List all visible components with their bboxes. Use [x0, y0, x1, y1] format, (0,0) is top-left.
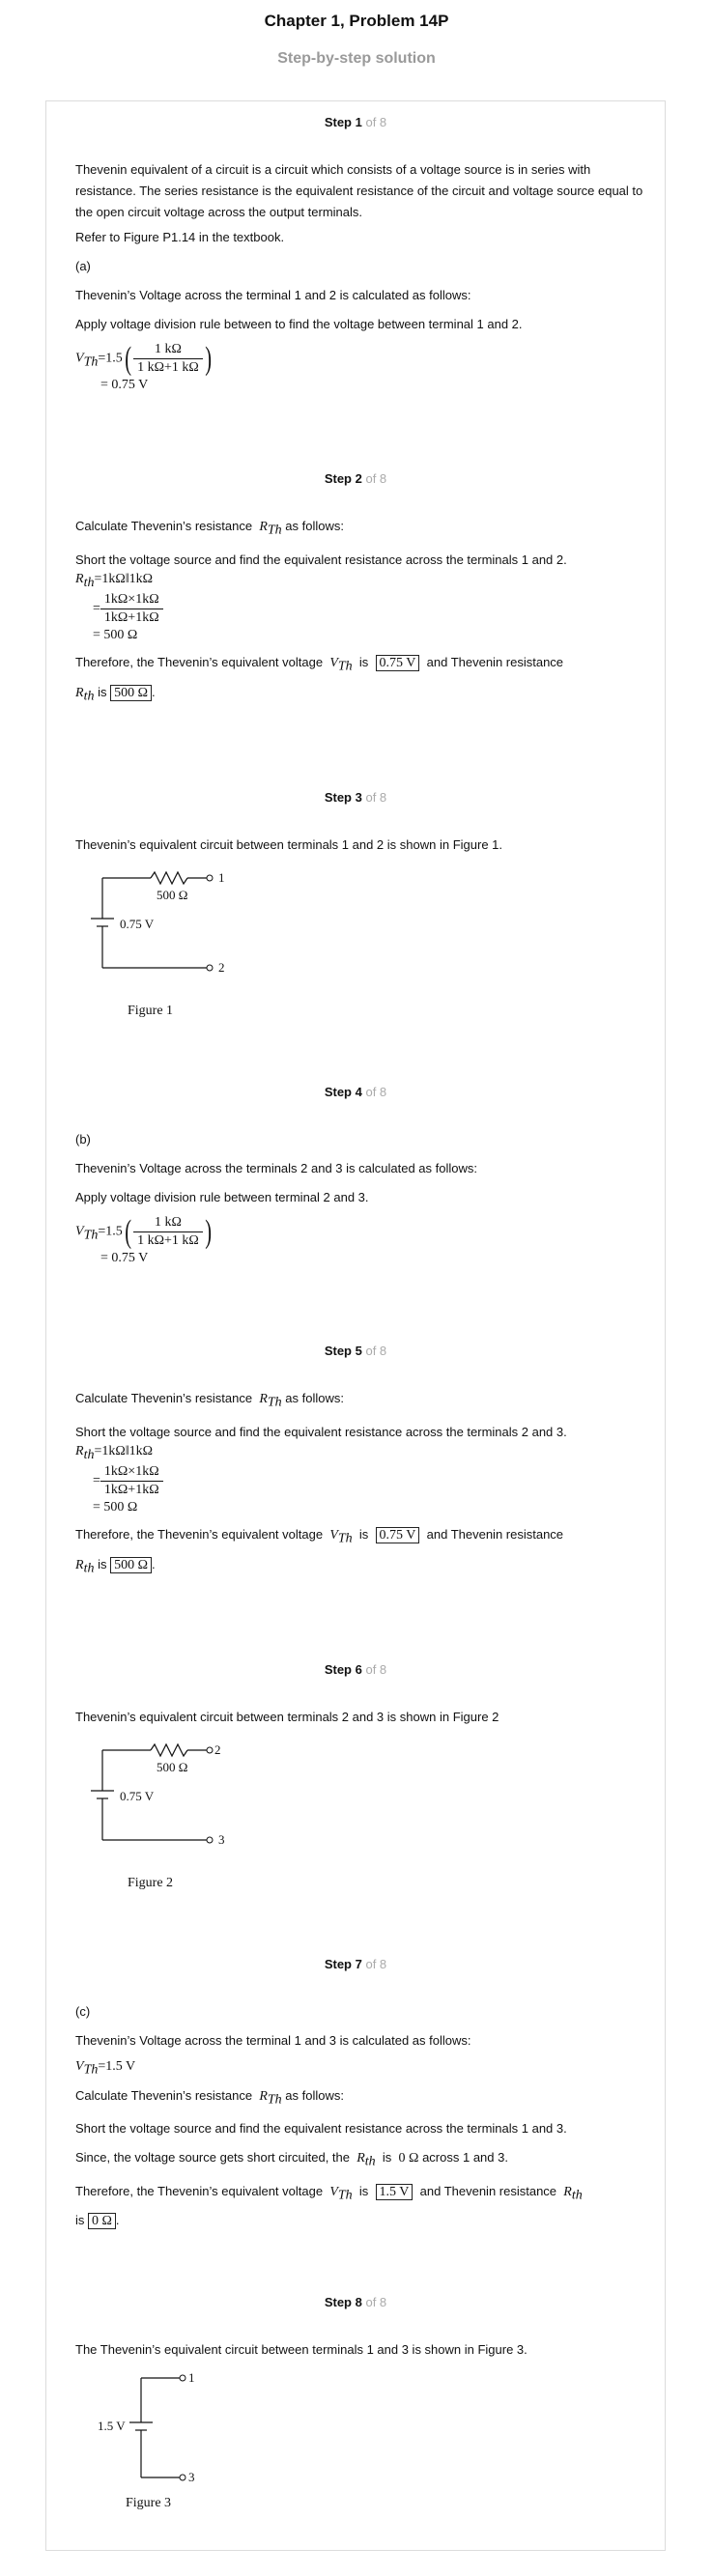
step-text: Apply voltage division rule between terminal 2 and 3.: [75, 1190, 369, 1204]
terminal-label: 3: [218, 1832, 225, 1847]
answer-box: 0 Ω: [88, 2213, 116, 2229]
step-text: Thevenin’s equivalent circuit between terminals 1 and 2 is shown in Figure 1.: [75, 837, 502, 852]
step-heading: Step 8 of 8: [324, 2295, 387, 2309]
terminal-label: 2: [218, 960, 225, 975]
step-card-8: [45, 2281, 666, 2551]
step-text: Apply voltage division rule between to find the voltage between terminal 1 and 2.: [75, 317, 523, 331]
source-label: 0.75 V: [120, 1789, 155, 1803]
equation: $V_{Th}=1.5$ V: [75, 2059, 136, 2078]
step-text: Thevenin equivalent of a circuit is a circuit which consists of a voltage source is in series with resistance. The series resistance is the equivalent resistance of the circuit and voltage source equal to the open circuit voltage across the output terminals.: [75, 162, 643, 219]
step-text: Calculate Thevenin’s resistance $R_{Th}$ as follows:: [75, 519, 344, 538]
step-text: Calculate Thevenin’s resistance $R_{Th}$ as follows:: [75, 1391, 344, 1410]
figure-caption: Figure 2: [128, 1876, 174, 1890]
step-text: Therefore, the Thevenin’s equivalent voltage $V_{Th}$ is 0.75 V and Thevenin resistance $R_{th}$ is 500 Ω .: [75, 1527, 564, 1576]
step-text: The Thevenin’s equivalent circuit between terminals 1 and 3 is shown in Figure 3.: [75, 2342, 528, 2357]
step-card-7: [45, 1943, 666, 2282]
step-text: (a): [75, 259, 91, 273]
step-card-5: [45, 1330, 666, 1650]
answer-box: 500 Ω: [110, 685, 152, 701]
step-text: Thevenin’s Voltage across the terminals 2 and 3 is calculated as follows:: [75, 1161, 477, 1175]
step-heading: Step 5 of 8: [324, 1344, 387, 1358]
figure-caption: Figure 1: [128, 1004, 174, 1018]
step-text: Short the voltage source and find the equivalent resistance across the terminals 1 and 3.: [75, 2121, 567, 2137]
circuit-figure-1: [73, 868, 267, 994]
circuit-figure-2: [73, 1741, 267, 1866]
step-card-3: [45, 777, 666, 1072]
page-title: Chapter 1, Problem 14P: [264, 12, 449, 30]
step-text: Short the voltage source and find the equivalent resistance across the terminals 1 and 2.: [75, 552, 567, 567]
answer-box: 500 Ω: [110, 1557, 152, 1573]
step-text: Thevenin’s Voltage across the terminal 1 and 2 is calculated as follows:: [75, 288, 471, 302]
figure-caption: Figure 3: [126, 2496, 172, 2510]
step-heading: Step 7 of 8: [324, 1957, 387, 1971]
answer-box: 0.75 V: [376, 1527, 420, 1543]
page-subtitle: Step-by-step solution: [277, 50, 436, 67]
step-text: (c): [75, 2004, 91, 2019]
terminal-label: 2: [214, 1742, 221, 1757]
equation: $V_{Th}=1.5$( $\frac{1 k\Omega}{1 k\Omega+1 k\Omega}$ ) = 0.75 V: [75, 340, 212, 392]
step-text: Calculate Thevenin’s resistance $R_{Th}$ as follows:: [75, 2087, 344, 2108]
step-heading: Step 2 of 8: [324, 471, 387, 486]
step-text: Therefore, the Thevenin’s equivalent voltage $V_{Th}$ is 0.75 V and Thevenin resistance $R_{th}$ is 500 Ω .: [75, 655, 564, 704]
step-heading: Step 1 of 8: [324, 115, 387, 129]
source-label: 0.75 V: [120, 917, 155, 931]
equation: $V_{Th}=1.5$( $\frac{1 k\Omega}{1 k\Omega+1 k\Omega}$ ) = 0.75 V: [75, 1213, 212, 1265]
resistor-label: 500 Ω: [157, 888, 188, 902]
step-heading: Step 6 of 8: [324, 1662, 387, 1677]
step-text: (b): [75, 1132, 91, 1146]
terminal-label: 1: [188, 2370, 195, 2385]
step-card-1: [45, 100, 666, 460]
step-card-4: [45, 1071, 666, 1331]
terminal-label: 3: [188, 2470, 195, 2484]
terminal-label: 1: [218, 870, 225, 885]
step-text: Since, the voltage source gets short circuited, the $R_{th}$ is 0 Ω across 1 and 3.: [75, 2150, 508, 2169]
source-label: 1.5 V: [98, 2419, 126, 2433]
step-text: Therefore, the Thevenin’s equivalent voltage $V_{Th}$ is 1.5 V and Thevenin resistance $R_{th}$ is 0 Ω .: [75, 2183, 583, 2229]
step-text: Thevenin’s Voltage across the terminal 1 and 3 is calculated as follows:: [75, 2033, 471, 2048]
circuit-figure-3: [54, 2366, 247, 2492]
answer-box: 0.75 V: [376, 655, 420, 671]
equation: $R_{th}=1k\Omega‖1k\Omega$ = $\frac{1k\Omega\times 1k\Omega}{1k\Omega+1k\Omega}$ = 500 Ω: [75, 571, 645, 645]
step-text: Short the voltage source and find the equivalent resistance across the terminals 2 and 3.: [75, 1424, 567, 1439]
step-card-6: [45, 1649, 666, 1944]
step-text: Refer to Figure P1.14 in the textbook.: [75, 230, 285, 244]
step-text: Thevenin’s equivalent circuit between terminals 2 and 3 is shown in Figure 2: [75, 1710, 499, 1724]
equation: $R_{th}=1k\Omega‖1k\Omega$ = $\frac{1k\Omega\times 1k\Omega}{1k\Omega+1k\Omega}$ = 500 Ω: [75, 1443, 645, 1517]
step-card-2: [45, 458, 666, 778]
step-heading: Step 3 of 8: [324, 790, 387, 805]
resistor-label: 500 Ω: [157, 1760, 188, 1774]
answer-box: 1.5 V: [376, 2184, 414, 2200]
step-heading: Step 4 of 8: [324, 1085, 387, 1099]
